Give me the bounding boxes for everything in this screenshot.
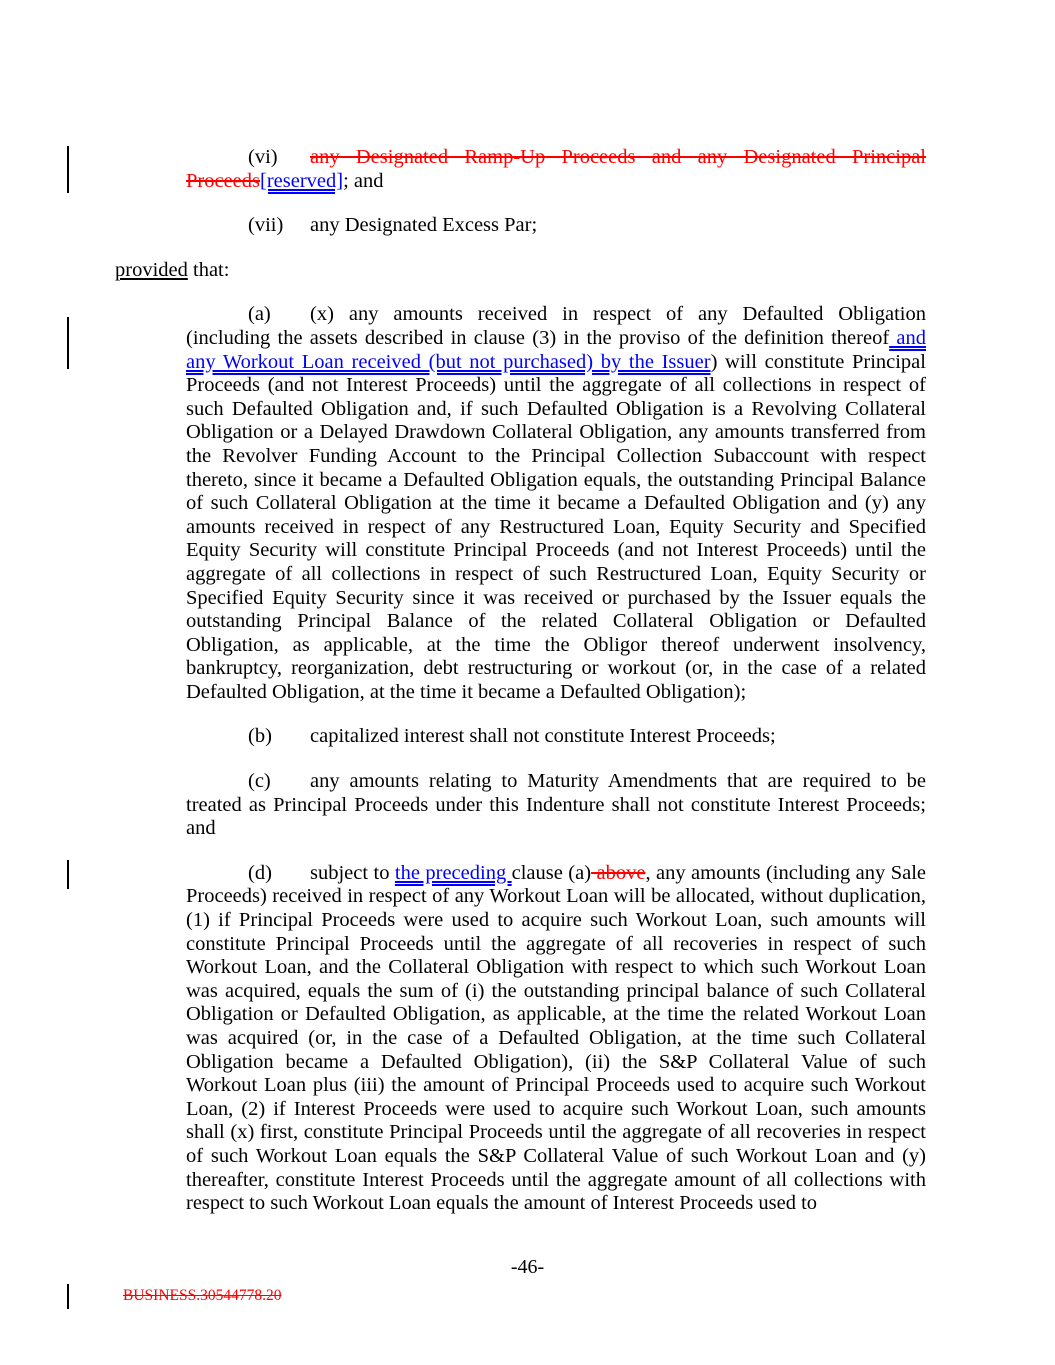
list-item-vi (186, 146, 926, 193)
clause-b-paragraph (186, 725, 926, 749)
document-id: BUSINESS.30544778.20 (123, 1287, 282, 1304)
clause-b-marker: (b) (248, 725, 272, 748)
clause-c-marker: (c) (248, 770, 271, 793)
change-bar (67, 146, 69, 193)
clause-a-text-before-insert: (x) any amounts received in respect of any Defaulted Obligation (including the assets described in clause (3) in the proviso of the definition thereof (186, 303, 926, 349)
list-item-vii-marker: (vii) (248, 214, 284, 237)
proviso-underlined-word: provided (115, 258, 188, 281)
clause-a-paragraph (186, 303, 926, 704)
change-bar (67, 317, 69, 369)
list-item-vi-inserted-text: [reserved] (260, 169, 344, 192)
clause-d-paragraph (186, 862, 926, 1216)
clause-c-paragraph (186, 770, 926, 841)
proviso-lead (115, 259, 926, 283)
list-item-vii-text: any Designated Excess Par; (310, 214, 538, 237)
clause-a-inserted-text: and any Workout Loan received (but not purchased) by the Issuer (186, 326, 926, 373)
document-body (115, 146, 926, 1237)
change-bar (67, 860, 69, 889)
clause-b-text: capitalized interest shall not constitute Interest Proceeds; (310, 725, 776, 748)
proviso-tail: that: (187, 258, 230, 281)
clause-d-mid-text: clause (a) (511, 861, 592, 884)
list-item-vi-deleted-text: any Designated Ramp-Up Proceeds and any Designated Principal Proceeds (186, 146, 926, 192)
list-item-vii (186, 214, 926, 238)
change-bar (67, 1284, 69, 1309)
clause-d-tail-text: , any amounts (including any Sale Proceeds) received in respect of any Workout Loan will be allocated, without duplication, (1) if Principal Proceeds were used to acquire such Workout Loan, such amounts will constitute Principal Proceeds until the aggregate of all recoveries in respect of such Workout Loan, and the Collateral Obligation with respect to which such Workout Loan was acquired, equals the sum of (i) the outstanding principal balance of such Collateral Obligation or Defaulted Obligation, as applicable, at the time the related Workout Loan was acquired (or, in the case of a Defaulted Obligation, at the time such Collateral Obligation became a Defaulted Obligation), (ii) the S&P Collateral Value of such Workout Loan plus (iii) the amount of Principal Proceeds used to acquire such Workout Loan, (2) if Interest Proceeds were used to acquire such Workout Loan, such amounts shall (x) first, constitute Principal Proceeds until the aggregate of all recoveries in respect of such Workout Loan equals the S&P Collateral Value of such Workout Loan and (y) thereafter, constitute Interest Proceeds until the aggregate amount of all collections with respect to such Workout Loan equals the amount of Interest Proceeds used to (186, 861, 926, 1215)
clause-a-marker: (a) (248, 303, 271, 326)
page-number: -46- (510, 1256, 545, 1278)
list-item-vi-marker: (vi) (248, 146, 278, 168)
clause-a-text-after-insert: ) will constitute Principal Proceeds (and not Interest Proceeds) until the aggregate of all collections in respect of such Defaulted Obligation and, if such Defaulted Obligation is a Revolving Collateral Obligation or a Delayed Drawdown Collateral Obligation, any amounts transferred from the Revolver Funding Account to the Principal Collection Subaccount with respect thereto, since it became a Defaulted Obligation equals, the outstanding Principal Balance of such Collateral Obligation at the time it became a Defaulted Obligation and (y) any amounts received in respect of any Restructured Loan, Equity Security and Specified Equity Security will constitute Principal Proceeds (and not Interest Proceeds) until the aggregate of all collections in respect of such Restructured Loan, Equity Security or Specified Equity Security since it was received or purchased by the Issuer equals the outstanding Principal Balance of the related Collateral Obligation or Defaulted Obligation, as applicable, at the time the Obligor thereof underwent insolvency, bankruptcy, reorganization, debt restructuring or workout (or, in the case of a related Defaulted Obligation, at the time it became a Defaulted Obligation); (186, 350, 926, 703)
list-item-vi-tail: ; and (343, 169, 384, 192)
clause-d-lead-text: subject to (310, 861, 395, 884)
clause-c-text: any amounts relating to Maturity Amendments that are required to be treated as Principal Proceeds under this Indenture shall not constitute Interest Proceeds; and (186, 770, 926, 840)
clause-d-marker: (d) (248, 861, 272, 884)
clause-d-inserted-text: the preceding (394, 861, 512, 884)
clause-d-deleted-text: above (591, 861, 646, 884)
